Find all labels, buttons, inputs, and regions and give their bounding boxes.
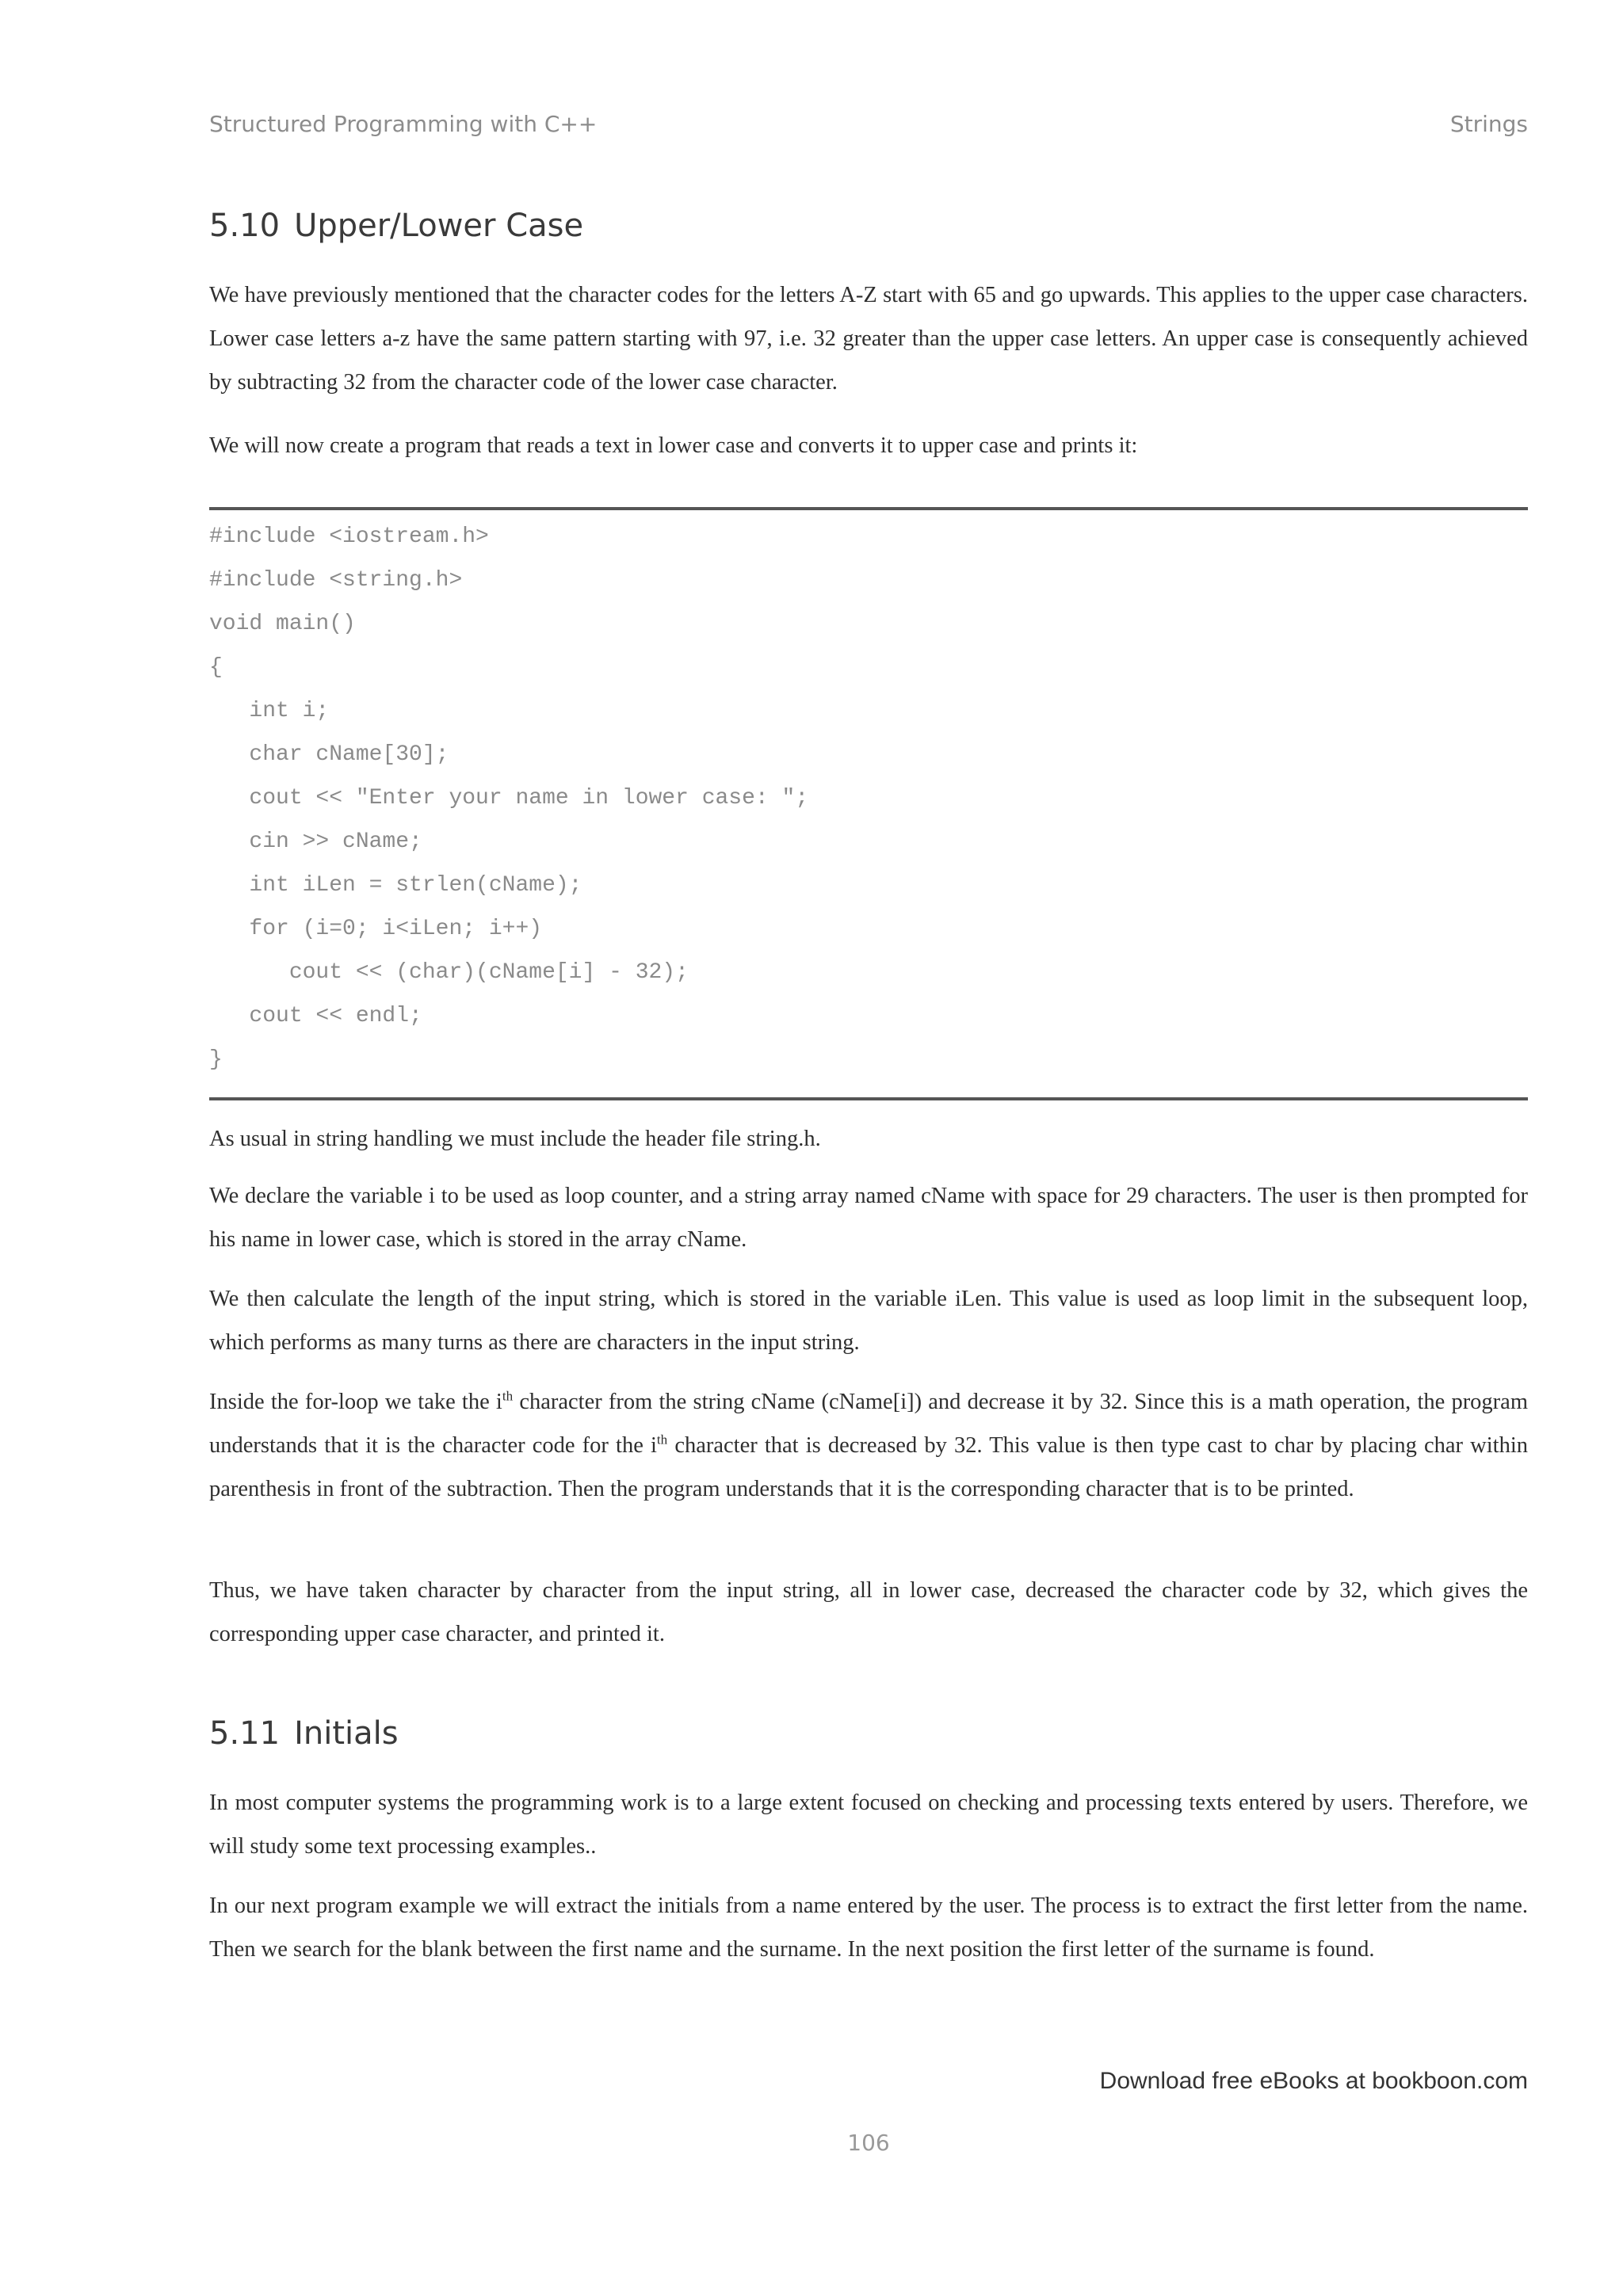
book-title: Structured Programming with C++ <box>209 111 598 137</box>
section-number: 5.11 <box>209 1715 281 1752</box>
section-heading-5-10 <box>209 208 583 244</box>
section-title: Upper/Lower Case <box>294 208 584 244</box>
code-line: for (i=0; i<iLen; i++) <box>209 917 543 941</box>
code-line: char cName[30]; <box>209 742 449 767</box>
paragraph-variables: We declare the variable i to be used as loop counter, and a string array named cName with space for 29 characters. The user is then prompted for his name in lower case, which is stored in the array cName. <box>209 1184 1528 1252</box>
code-line: #include <string.h> <box>209 568 463 593</box>
code-line: cout << endl; <box>209 1004 422 1028</box>
code-line: #include <iostream.h> <box>209 524 489 549</box>
code-line: void main() <box>209 612 356 636</box>
paragraph-program-intro: We will now create a program that reads a text in lower case and converts it to upper case and prints it: <box>209 433 1138 458</box>
text-run: character that is decreased by 32. This value is then type cast to char by placing char within parenthesis in front of the subtraction. Then the program understands that it is the corresponding character that is to be printed. <box>209 1433 1528 1501</box>
paragraph-for-loop <box>209 1380 1528 1511</box>
code-line: } <box>209 1047 223 1072</box>
code-line: { <box>209 655 223 680</box>
section-title: Initials <box>294 1715 399 1752</box>
paragraph-text-processing: In most computer systems the programming work is to a large extent focused on checking and processing texts entered by users. Therefore, we will study some text processing examples.. <box>209 1791 1528 1859</box>
superscript: th <box>656 1432 668 1447</box>
running-header <box>209 111 1528 137</box>
paragraph-length: We then calculate the length of the input string, which is stored in the variable iLen. This value is used as loop limit in the subsequent loop, which performs as many turns as there are characters in the input string. <box>209 1287 1528 1355</box>
text-run: Inside the for-loop we take the i <box>209 1390 502 1414</box>
paragraph-header-file: As usual in string handling we must include the header file string.h. <box>209 1127 821 1151</box>
chapter-title: Strings <box>1449 111 1528 137</box>
superscript: th <box>502 1388 514 1404</box>
section-number: 5.10 <box>209 208 281 244</box>
code-bottom-rule <box>209 1097 1528 1100</box>
paragraph-initials: In our next program example we will extract the initials from a name entered by the user. The process is to extract the first letter from the name. Then we search for the blank between the first name and the surname. In the next position the first letter of the surname is found. <box>209 1894 1528 1962</box>
code-line: int iLen = strlen(cName); <box>209 873 582 898</box>
paragraph-summary: Thus, we have taken character by character from the input string, all in lower case, decreased the character code by 32, which gives the corresponding upper case character, and printed it. <box>209 1578 1528 1646</box>
code-line: cout << (char)(cName[i] - 32); <box>209 960 689 985</box>
section-heading-5-11 <box>209 1715 399 1752</box>
download-link[interactable]: Download free eBooks at bookboon.com <box>1099 2068 1528 2094</box>
code-listing <box>209 515 1528 1081</box>
code-line: cout << "Enter your name in lower case: "; <box>209 786 809 810</box>
code-line: cin >> cName; <box>209 830 422 854</box>
page-number: 106 <box>847 2130 890 2156</box>
paragraph-intro: We have previously mentioned that the character codes for the letters A-Z start with 65 and go upwards. This applies to the upper case characters. Lower case letters a-z have the same pattern starting with 97, i.e. 32 greater than the upper case letters. An upper case is consequently achieved by subtracting 32 from the character code of the lower case character. <box>209 283 1528 395</box>
code-line: int i; <box>209 699 330 723</box>
code-top-rule <box>209 507 1528 510</box>
text-run: character from the string cName (cName[i]) and decrease it by 32. Since this is a math operation, the program understands that it is the character code for the i <box>209 1390 1528 1458</box>
